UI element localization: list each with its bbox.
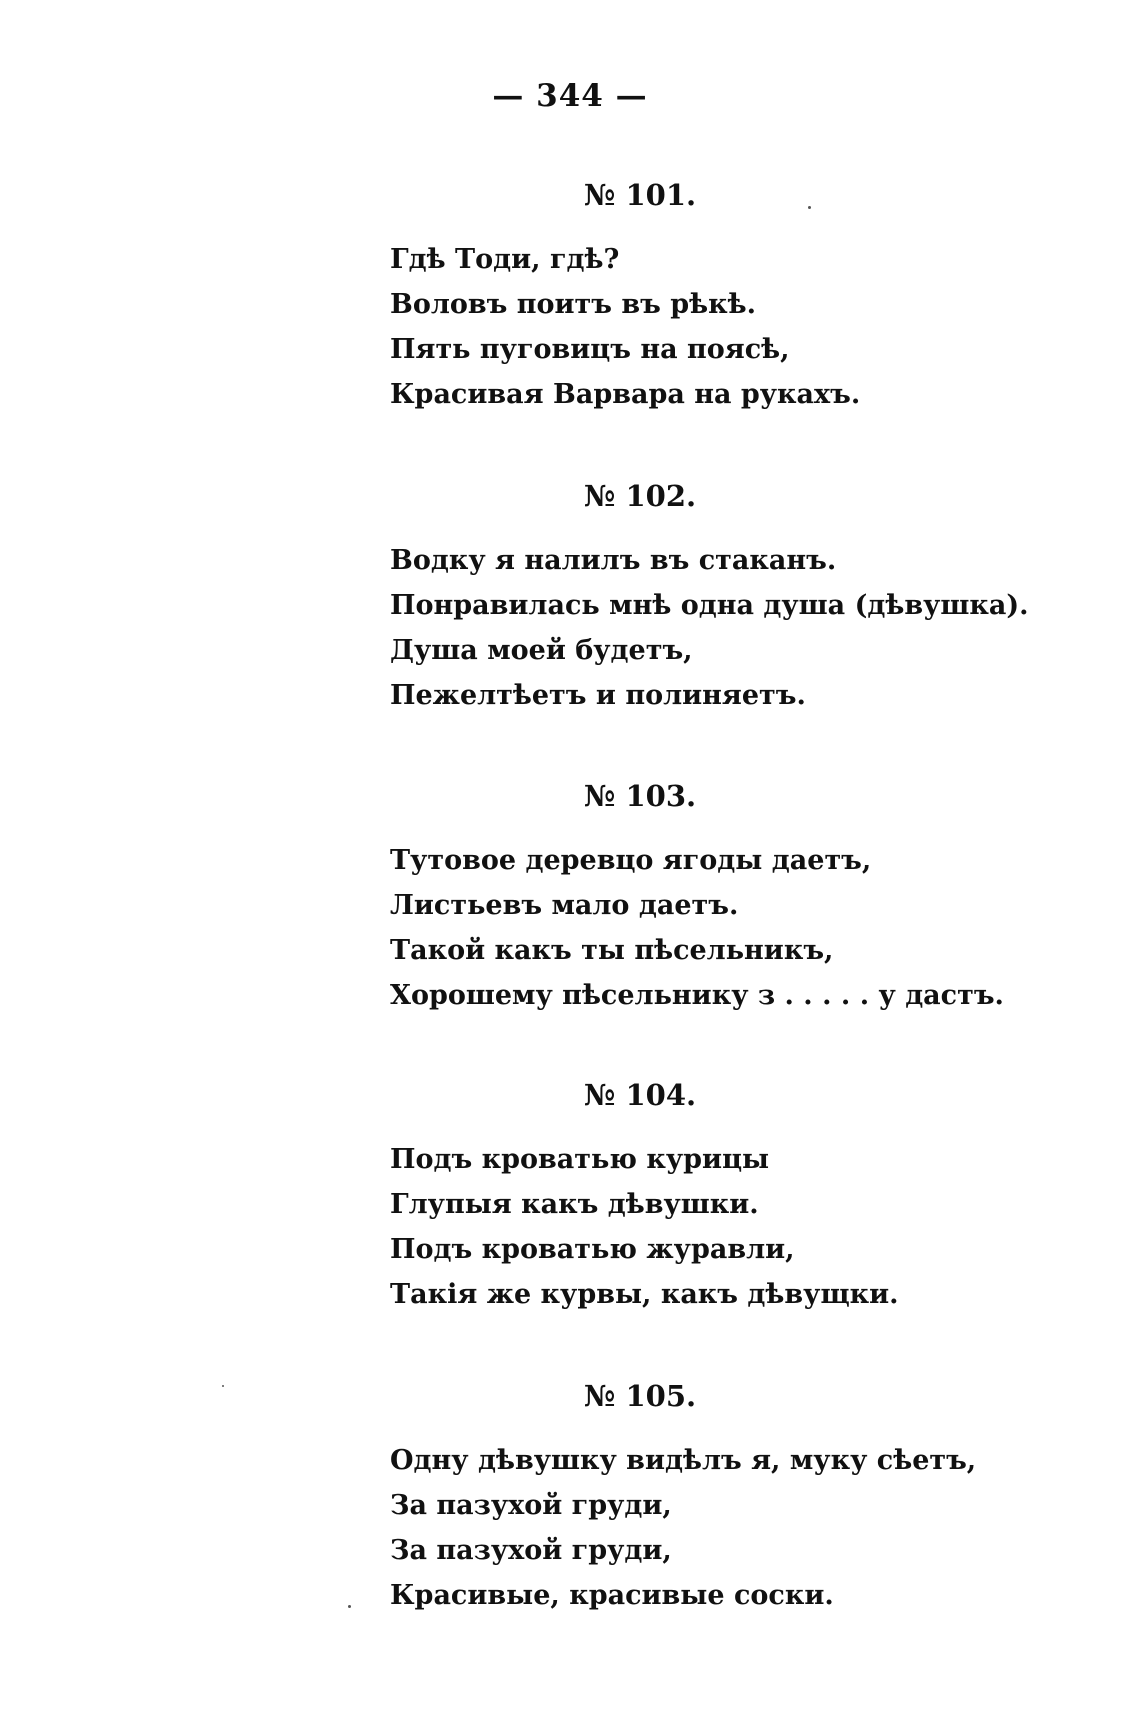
- scan-speck: [222, 1385, 224, 1387]
- verse-line: Подъ кроватью журавли,: [390, 1234, 795, 1265]
- verse-line: Тутовое деревцо ягоды даетъ,: [390, 845, 872, 876]
- song-102: [390, 476, 1029, 718]
- verse-line: Красивая Варвара на рукахъ.: [390, 379, 861, 410]
- scan-speck: [348, 1605, 351, 1608]
- verse-line: Глупыя какъ дѣвушки.: [390, 1189, 759, 1220]
- verse-line: Гдѣ Тоди, гдѣ?: [390, 244, 620, 275]
- verse-line: Душа моей будетъ,: [390, 635, 693, 666]
- scan-speck: [808, 206, 811, 209]
- verse-line: Такія же курвы, какъ дѣвущки.: [390, 1279, 899, 1310]
- verse-line: Красивые, красивые соски.: [390, 1580, 834, 1611]
- song-number: № 104.: [583, 1078, 697, 1112]
- song-103: [390, 776, 1004, 1018]
- verse-line: Подъ кроватью курицы: [390, 1144, 770, 1175]
- verse-line: Пять пуговицъ на поясѣ,: [390, 334, 790, 365]
- verse-line: Водку я налилъ въ стаканъ.: [390, 545, 837, 576]
- song-number: № 103.: [583, 779, 697, 813]
- verse-line: Такой какъ ты пѣсельникъ,: [390, 935, 834, 966]
- verse-line: За пазухой груди,: [390, 1535, 672, 1566]
- song-number: № 101.: [583, 178, 697, 212]
- verse-line: За пазухой груди,: [390, 1490, 672, 1521]
- verse-line: Воловъ поитъ въ рѣкѣ.: [390, 289, 757, 320]
- verse-line: Одну дѣвушку видѣлъ я, муку сѣетъ,: [390, 1445, 977, 1476]
- song-number: № 102.: [583, 479, 697, 513]
- song-104: [390, 1075, 950, 1317]
- song-105: [390, 1376, 977, 1618]
- verse-line: Пежелтѣетъ и полиняетъ.: [390, 680, 806, 711]
- song-number: № 105.: [583, 1379, 697, 1413]
- song-101: [390, 175, 950, 417]
- verse-line: Листьевъ мало даетъ.: [390, 890, 739, 921]
- page-number: — 344 —: [492, 78, 648, 114]
- verse-line: Хорошему пѣсельнику з . . . . . у дастъ.: [390, 980, 1004, 1011]
- verse-line: Понравилась мнѣ одна душа (дѣвушка).: [390, 590, 1029, 621]
